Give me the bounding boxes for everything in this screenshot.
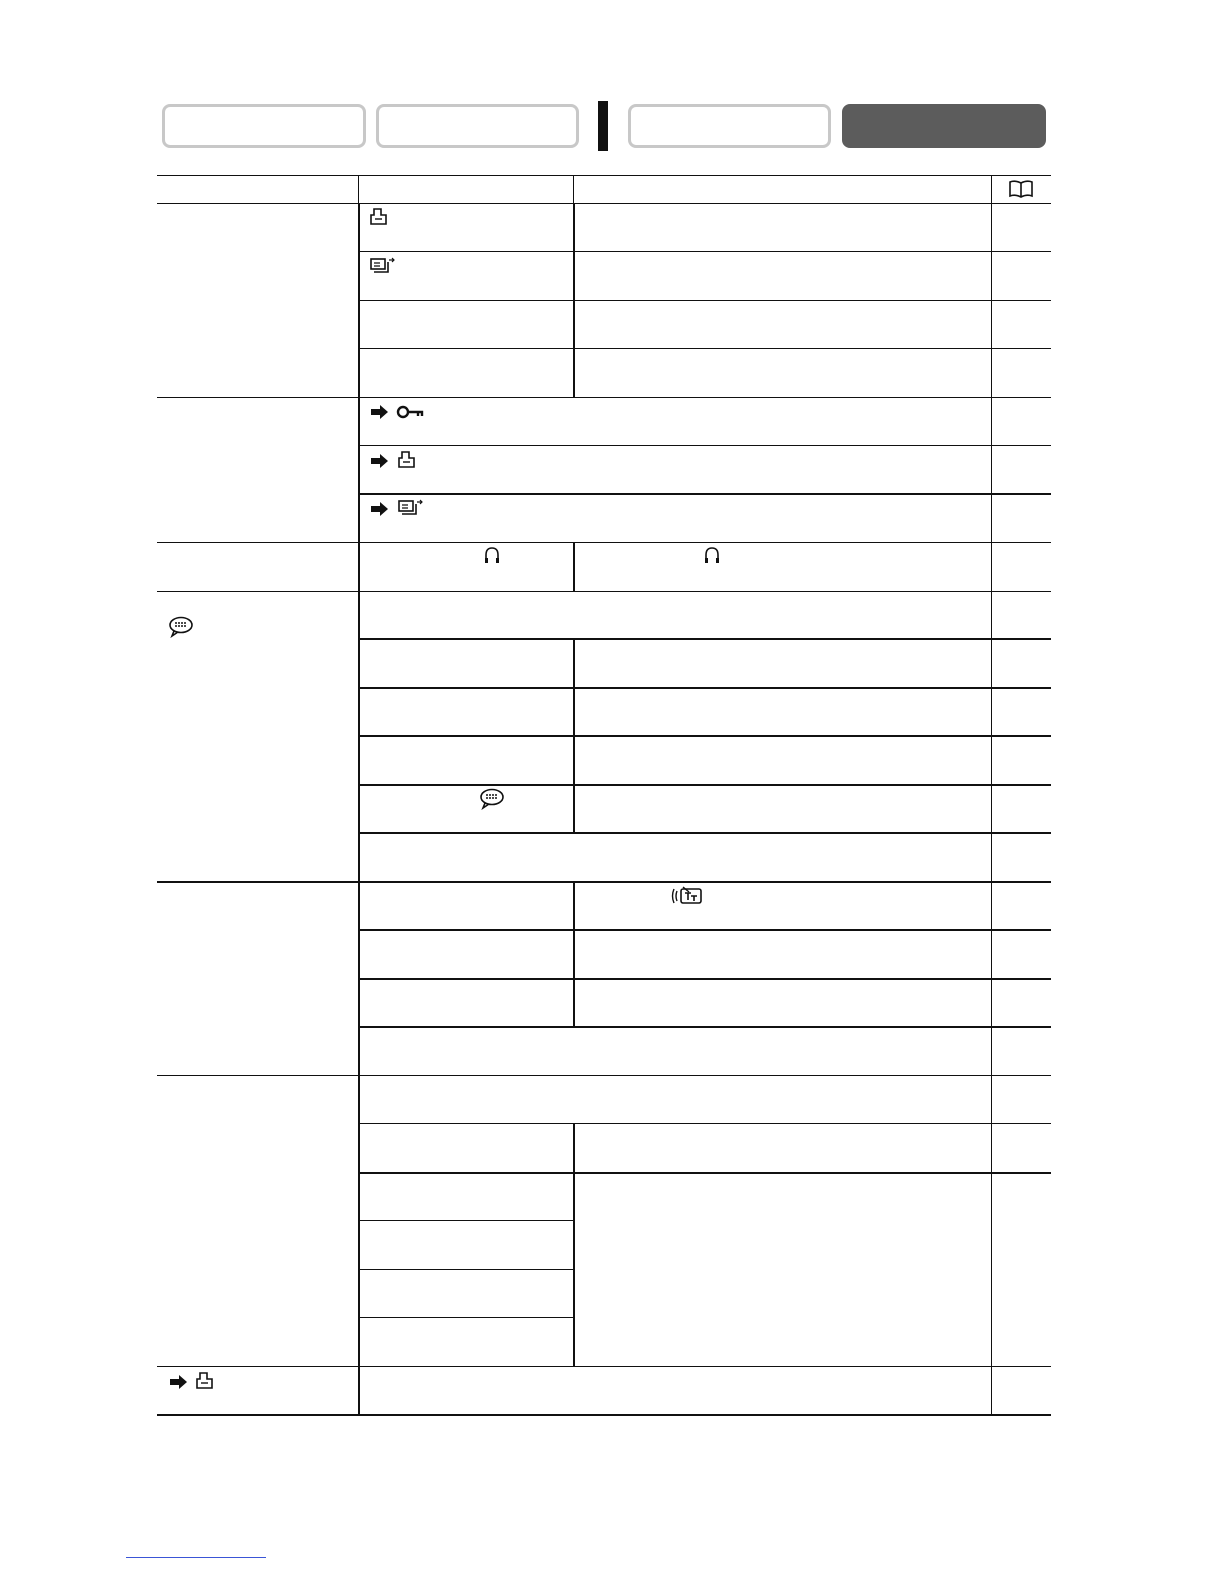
footer-link-underline[interactable] — [126, 1557, 266, 1558]
col-divider-2-seg-e — [573, 1124, 575, 1366]
section-divider — [598, 101, 608, 151]
group-rule-4 — [157, 881, 1051, 883]
group-rule-1 — [157, 397, 1051, 398]
playlist-icon — [368, 256, 396, 278]
row-rule — [358, 1220, 574, 1221]
row-rule — [358, 300, 1051, 301]
vibration-icon — [669, 885, 705, 907]
row-rule — [358, 348, 1051, 349]
row-rule — [358, 1269, 574, 1270]
row-rule — [358, 832, 1051, 834]
table-bottom-rule — [157, 1414, 1051, 1416]
col-divider-2-seg-b — [573, 542, 575, 591]
headphones-icon — [483, 546, 501, 566]
printer-icon — [194, 1371, 216, 1391]
key-icon — [396, 404, 424, 420]
row-rule — [358, 445, 1051, 446]
tab-3[interactable] — [628, 104, 831, 148]
arrow-right-icon — [169, 1374, 189, 1390]
arrow-right-icon — [370, 404, 390, 420]
row-rule — [358, 687, 1051, 689]
header-col-divider-3 — [991, 175, 992, 203]
row-rule — [358, 735, 1051, 737]
group-rule-6 — [157, 1366, 1051, 1367]
group-rule-2 — [157, 542, 1051, 543]
headphones-icon — [703, 546, 721, 566]
arrow-right-icon — [370, 501, 390, 517]
row-rule — [358, 1123, 1051, 1124]
arrow-right-icon — [370, 453, 390, 469]
row-rule — [358, 1026, 1051, 1028]
col-divider-2-seg-d — [573, 881, 575, 1027]
group-rule-3 — [157, 591, 1051, 592]
row-rule — [358, 251, 1051, 252]
header-col-divider-2 — [573, 175, 574, 203]
speech-bubble-icon — [479, 788, 505, 810]
row-rule — [358, 978, 1051, 980]
tab-4-active[interactable] — [842, 104, 1046, 148]
row-rule — [358, 1317, 574, 1318]
row-rule — [358, 1172, 1051, 1174]
tab-1[interactable] — [162, 104, 366, 148]
col-divider-1 — [358, 203, 360, 1415]
printer-icon — [368, 207, 390, 227]
table-top-rule — [157, 175, 1051, 176]
tab-2[interactable] — [376, 104, 579, 148]
table-header-rule — [157, 203, 1051, 204]
printer-icon — [396, 450, 418, 470]
col-divider-page — [991, 203, 992, 1415]
header-col-divider-1 — [358, 175, 359, 203]
row-rule — [358, 784, 1051, 786]
group-rule-5 — [157, 1075, 1051, 1076]
speech-bubble-icon — [168, 616, 194, 638]
book-icon — [1008, 179, 1034, 199]
row-rule — [358, 493, 1051, 495]
row-rule — [358, 929, 1051, 931]
row-rule — [358, 638, 1051, 640]
playlist-icon — [396, 498, 424, 520]
